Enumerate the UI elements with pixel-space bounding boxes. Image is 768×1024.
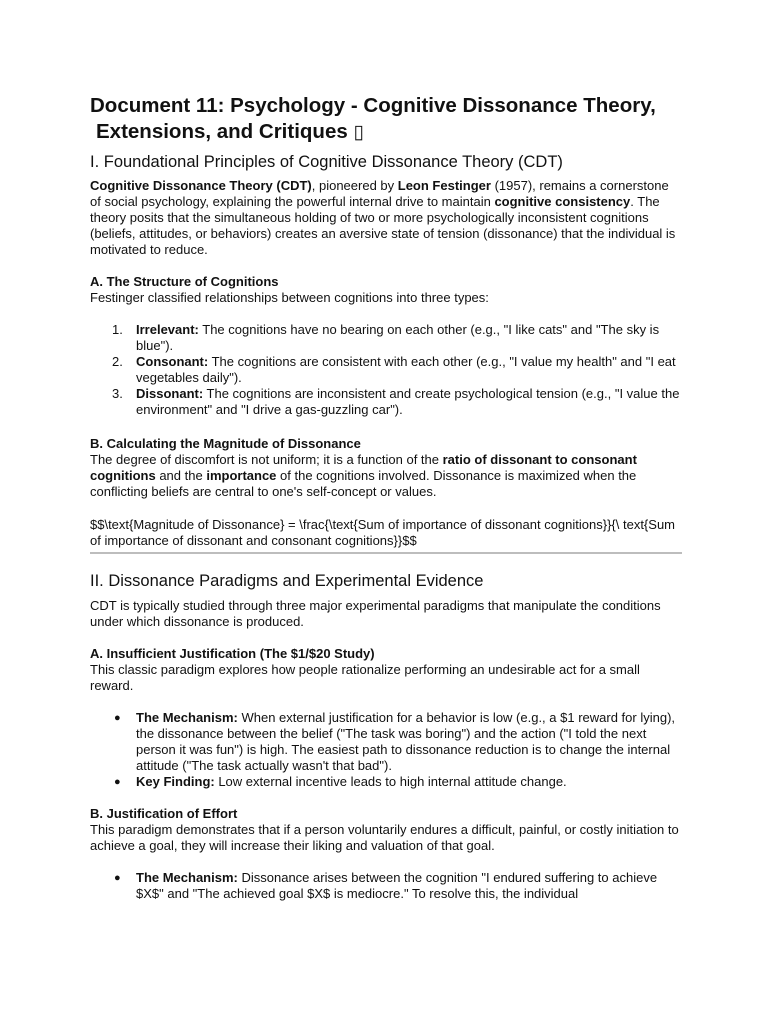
bullet-label: Key Finding: xyxy=(136,774,215,789)
list-item-label: Dissonant: xyxy=(136,386,204,401)
intro-term-festinger: Leon Festinger xyxy=(397,178,491,193)
list-item-text: The cognitions are consistent with each other (e.g., "I value my health" and "I eat vegetables daily"). xyxy=(136,354,676,385)
list-item xyxy=(90,386,682,418)
subsection-b-text-1: The degree of discomfort is not uniform; it is a function of the xyxy=(90,452,443,467)
list-item-label: Consonant: xyxy=(136,354,209,369)
section1-intro xyxy=(90,178,682,258)
paradigm-b-bullets xyxy=(90,870,682,902)
list-number: 2. xyxy=(112,354,123,369)
subsection-b-heading: B. Calculating the Magnitude of Dissonance xyxy=(90,436,361,451)
subsection-b-text xyxy=(90,452,682,500)
document-title-text: Document 11: Psychology - Cognitive Dissonance Theory, Extensions, and Critiques xyxy=(90,94,656,143)
section2-heading: II. Dissonance Paradigms and Experimental Evidence xyxy=(90,572,484,590)
intro-term-cdt: Cognitive Dissonance Theory (CDT) xyxy=(90,178,312,193)
horizontal-rule xyxy=(90,552,682,554)
subsection-b-text-3: of the cognitions involved. Dissonance is maximized when the conflicting beliefs are central to one's self-concept or values. xyxy=(90,468,637,499)
bullet-icon: ● xyxy=(114,712,121,724)
bullet-text: Low external incentive leads to high internal attitude change. xyxy=(214,774,567,789)
intro-text-2: (1957), remains a cornerstone of social psychology, explaining the powerful internal drive to maintain xyxy=(90,178,669,209)
bullet-item xyxy=(90,870,682,902)
magnitude-formula: $$\text{Magnitude of Dissonance} = \frac{\text{Sum of importance of dissonant cognitions}}{\ text{Sum of importance of dissonant and consonant cognitions}}$$ xyxy=(90,517,675,548)
paradigm-b-heading: B. Justification of Effort xyxy=(90,806,238,821)
paradigm-a-text: This classic paradigm explores how people rationalize performing an undesirable act for a small reward. xyxy=(90,662,640,693)
subsection-a-text: Festinger classified relationships between cognitions into three types: xyxy=(90,290,489,305)
intro-text-3: . The theory posits that the simultaneous holding of two or more psychologically inconsistent cognitions (beliefs, attitudes, or behaviors) creates an aversive state of tension (dissonance) that the individual is motivated to reduce. xyxy=(90,194,676,257)
paradigm-b-text: This paradigm demonstrates that if a person voluntarily endures a difficult, painful, or costly initiation to achieve a goal, they will increase their liking and valuation of that goal. xyxy=(90,822,679,853)
subsection-b-text-2: and the xyxy=(155,468,207,483)
paradigm-a-bullets xyxy=(90,710,682,790)
subsection-b-term-ratio: ratio of dissonant to consonant cognitions xyxy=(90,452,637,483)
list-item xyxy=(90,354,682,386)
document-body xyxy=(90,93,682,902)
bullet-text: Dissonance arises between the cognition "I endured suffering to achieve $X$" and "The achieved goal $X$ is mediocre." To resolve this, the individual xyxy=(136,870,658,901)
paradigm-a-heading: A. Insufficient Justification (The $1/$20 Study) xyxy=(90,646,375,661)
subsection-b-term-importance: importance xyxy=(206,468,277,483)
section2-intro: CDT is typically studied through three major experimental paradigms that manipulate the conditions under which dissonance is produced. xyxy=(90,598,661,629)
list-item xyxy=(90,322,682,354)
subsection-a-heading: A. The Structure of Cognitions xyxy=(90,274,279,289)
cognition-types-list xyxy=(90,322,682,418)
list-number: 3. xyxy=(112,386,123,401)
bullet-label: The Mechanism: xyxy=(136,710,238,725)
bullet-text: When external justification for a behavior is low (e.g., a $1 reward for lying), the dissonance between the belief ("The task was boring") and the action ("I told the next person it was fun") is high. The easiest path to dissonance reduction is to change the internal attitude ("The task actually wasn't that bad"). xyxy=(136,710,676,773)
document-title xyxy=(90,93,682,146)
section1-heading: I. Foundational Principles of Cognitive Dissonance Theory (CDT) xyxy=(90,153,563,171)
bullet-item xyxy=(90,710,682,774)
list-item-label: Irrelevant: xyxy=(136,322,199,337)
bullet-icon: ● xyxy=(114,776,121,788)
intro-term-consistency: cognitive consistency xyxy=(494,194,631,209)
list-item-text: The cognitions have no bearing on each other (e.g., "I like cats" and "The sky is blue"). xyxy=(136,322,660,353)
list-number: 1. xyxy=(112,322,123,337)
missing-glyph-icon: ▯ xyxy=(353,122,364,143)
bullet-label: The Mechanism: xyxy=(136,870,238,885)
list-item-text: The cognitions are inconsistent and create psychological tension (e.g., "I value the environment" and "I drive a gas-guzzling car"). xyxy=(136,386,680,417)
bullet-item xyxy=(90,774,682,790)
bullet-icon: ● xyxy=(114,872,121,884)
intro-text-1: , pioneered by xyxy=(311,178,398,193)
